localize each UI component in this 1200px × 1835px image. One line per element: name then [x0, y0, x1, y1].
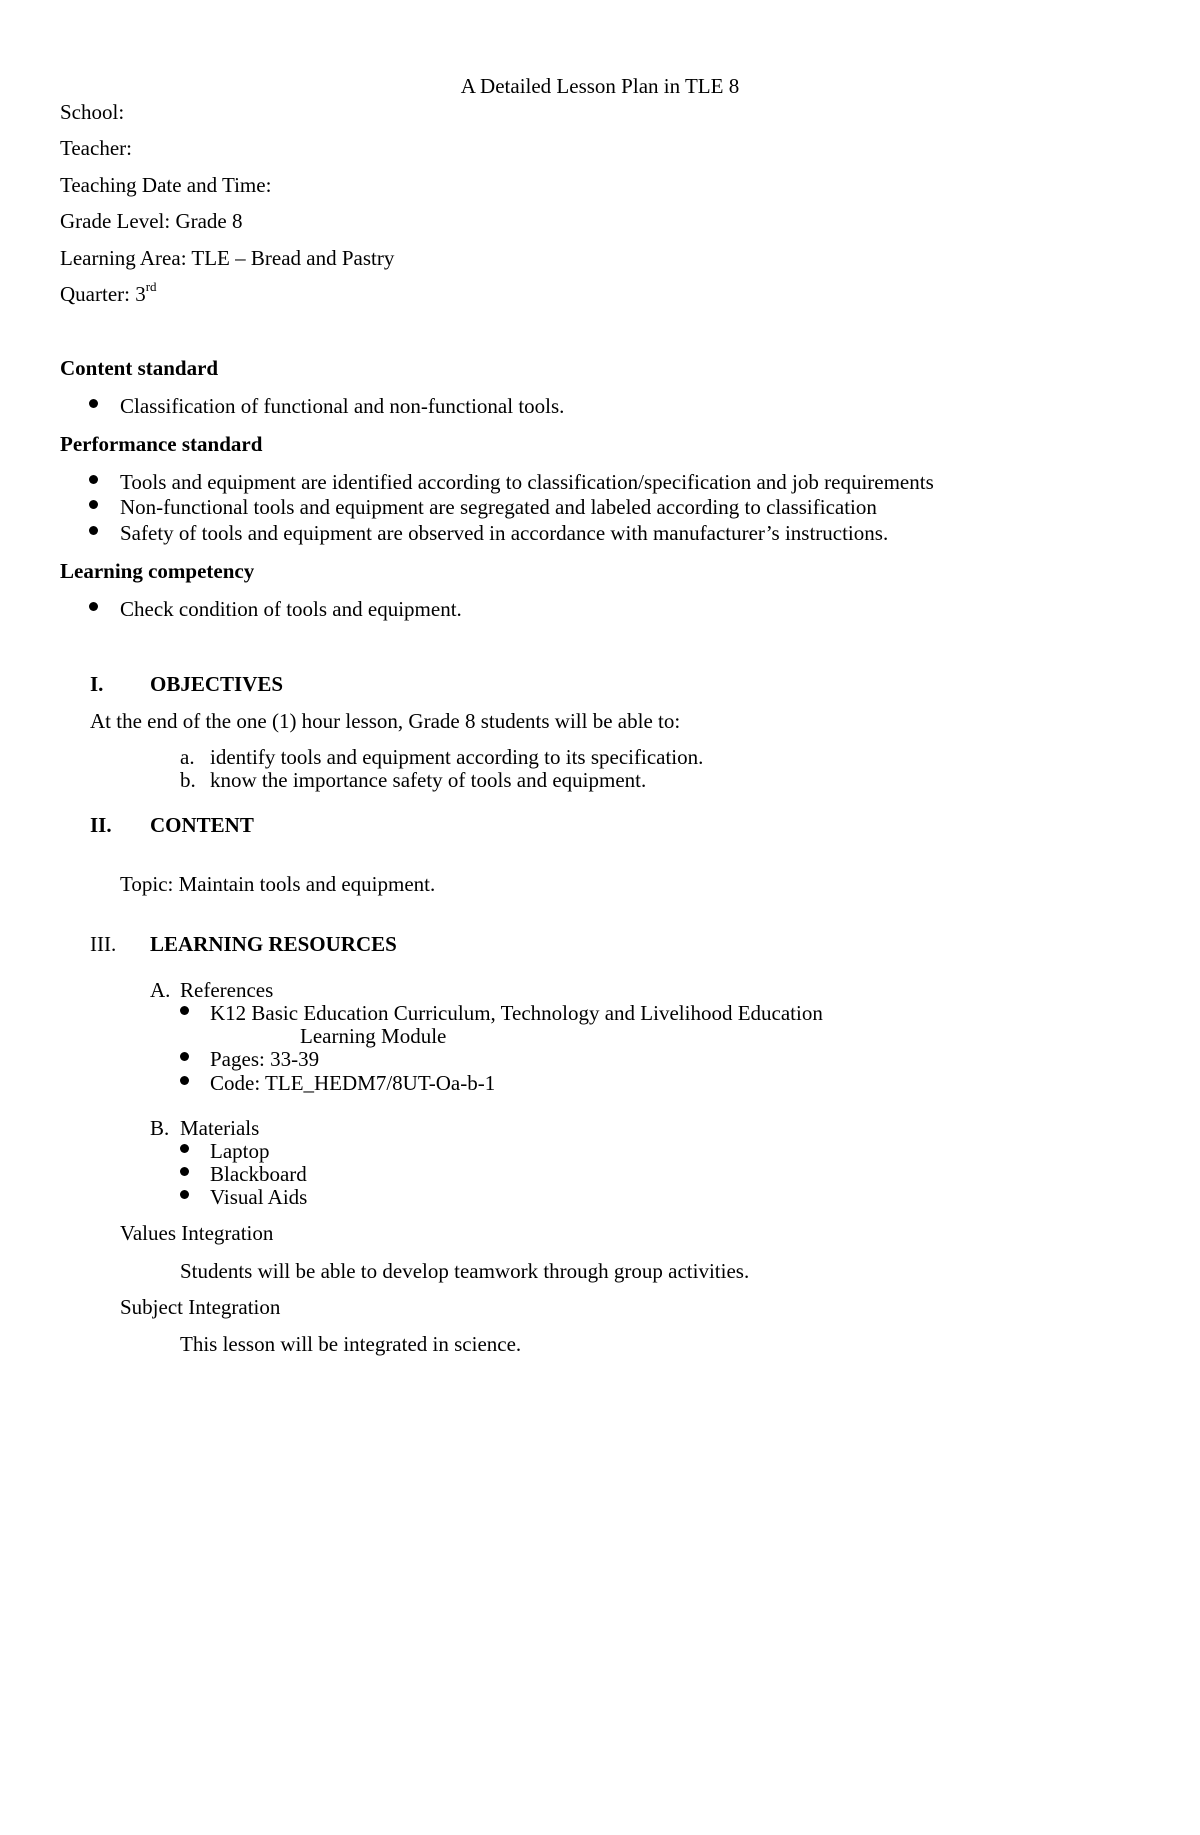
bullet-icon — [180, 1167, 189, 1176]
content-standard-heading: Content standard — [60, 356, 219, 380]
bullet-icon — [180, 1144, 189, 1153]
resources-numeral: III. — [90, 932, 117, 956]
references-letter: A. — [150, 978, 171, 1002]
quarter-field — [60, 281, 157, 307]
reference-item-continued: Learning Module — [300, 1024, 447, 1048]
reference-item: K12 Basic Education Curriculum, Technology and Livelihood Education — [210, 1001, 823, 1025]
material-item: Visual Aids — [210, 1185, 308, 1209]
objective-letter: a. — [180, 745, 195, 769]
learning-competency-heading: Learning competency — [60, 559, 255, 583]
content-standard-item: Classification of functional and non-functional tools. — [120, 394, 565, 418]
bullet-icon — [89, 399, 98, 408]
school-field: School: — [60, 100, 125, 124]
quarter-text: Quarter: 3 — [60, 282, 146, 306]
performance-standard-item: Tools and equipment are identified according to classification/specification and job requirements — [120, 470, 934, 494]
content-heading: CONTENT — [150, 813, 254, 837]
reference-item: Code: TLE_HEDM7/8UT-Oa-b-1 — [210, 1071, 496, 1095]
objectives-numeral: I. — [90, 672, 104, 696]
objective-item: know the importance safety of tools and equipment. — [210, 768, 647, 792]
bullet-icon — [89, 500, 98, 509]
reference-item: Pages: 33-39 — [210, 1047, 320, 1071]
bullet-icon — [180, 1190, 189, 1199]
bullet-icon — [180, 1052, 189, 1061]
materials-letter: B. — [150, 1116, 170, 1140]
date-time-field: Teaching Date and Time: — [60, 173, 272, 197]
references-label: References — [180, 978, 274, 1002]
bullet-icon — [89, 526, 98, 535]
bullet-icon — [89, 602, 98, 611]
performance-standard-item: Safety of tools and equipment are observed in accordance with manufacturer’s instructions. — [120, 521, 889, 545]
performance-standard-heading: Performance standard — [60, 432, 263, 456]
objective-item: identify tools and equipment according to its specification. — [210, 745, 704, 769]
objectives-heading: OBJECTIVES — [150, 672, 284, 696]
resources-heading: LEARNING RESOURCES — [150, 932, 397, 956]
teacher-field: Teacher: — [60, 136, 132, 160]
bullet-icon — [89, 475, 98, 484]
content-topic: Topic: Maintain tools and equipment. — [120, 872, 436, 896]
bullet-icon — [180, 1006, 189, 1015]
grade-level-field: Grade Level: Grade 8 — [60, 209, 243, 233]
bullet-icon — [180, 1076, 189, 1085]
objectives-intro: At the end of the one (1) hour lesson, Grade 8 students will be able to: — [90, 709, 681, 733]
subject-integration-text: This lesson will be integrated in science. — [180, 1332, 522, 1356]
material-item: Laptop — [210, 1139, 270, 1163]
performance-standard-item: Non-functional tools and equipment are segregated and labeled according to classification — [120, 495, 877, 519]
values-integration-text: Students will be able to develop teamwork through group activities. — [180, 1259, 750, 1283]
subject-integration-label: Subject Integration — [120, 1295, 281, 1319]
page-title: A Detailed Lesson Plan in TLE 8 — [460, 74, 740, 98]
objective-letter: b. — [180, 768, 196, 792]
learning-area-field: Learning Area: TLE – Bread and Pastry — [60, 246, 395, 270]
content-numeral: II. — [90, 813, 112, 837]
material-item: Blackboard — [210, 1162, 307, 1186]
values-integration-label: Values Integration — [120, 1221, 274, 1245]
materials-label: Materials — [180, 1116, 260, 1140]
learning-competency-item: Check condition of tools and equipment. — [120, 597, 462, 621]
quarter-ordinal: rd — [145, 279, 157, 294]
